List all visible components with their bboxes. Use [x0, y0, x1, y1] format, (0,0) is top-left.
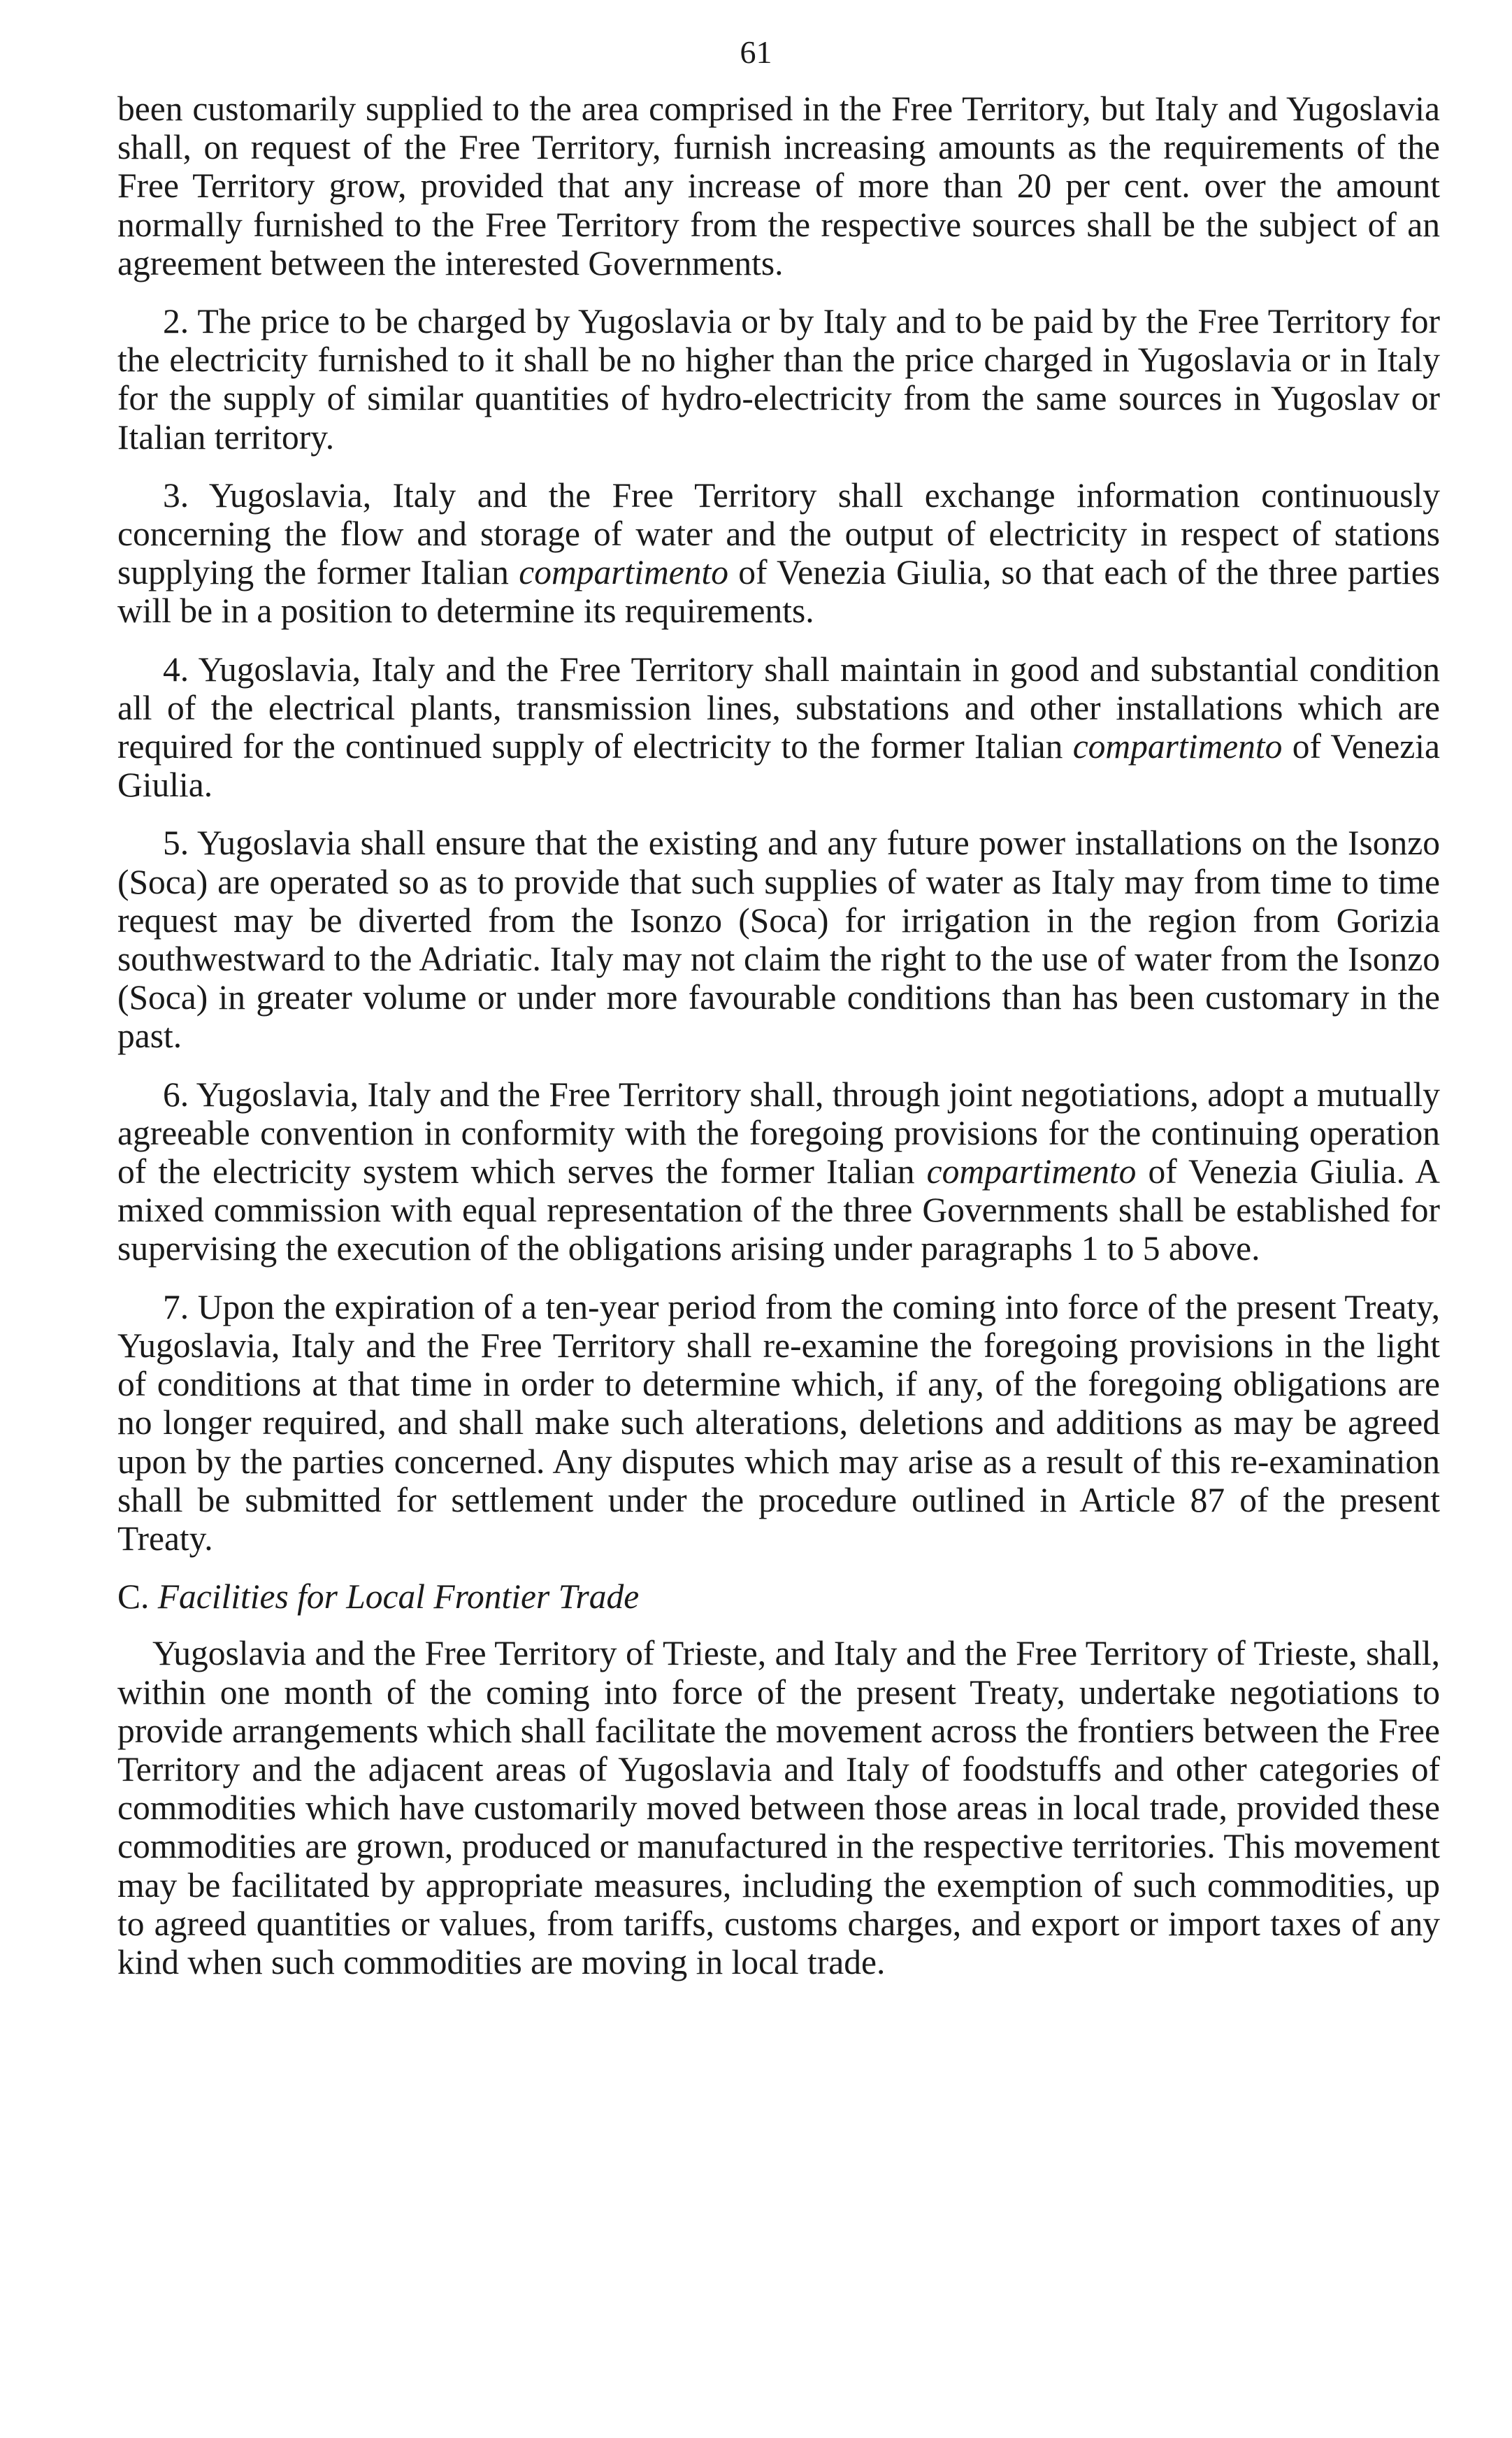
paragraph-4-text-end: of Venezia Giulia. — [117, 727, 1440, 805]
paragraph-3-italic-term: compartimento — [519, 553, 728, 592]
paragraph-continuation: been customarily supplied to the area comprised in the Free Territory, but Italy and Yugoslavia shall, on request of the Free Territory, furnish increasing amounts as the requirements of the Free Territory grow, provided that any increase of more than 20 per cent. over the amount normally furnished to the Free Territory from the respective sources shall be the subject of an agreement between the interested Governments. — [117, 89, 1440, 282]
paragraph-4-text-start: 4. Yugoslavia, Italy and the Free Territory shall maintain in good and substantial condition all of the electrical plants, transmission lines, substations and other installations which are required for the continued supply of electricity to the former Italian — [117, 650, 1440, 766]
paragraph-6-italic-term: compartimento — [926, 1152, 1137, 1191]
paragraph-6 — [117, 1075, 1440, 1268]
section-c-letter: C. — [117, 1577, 150, 1616]
section-c-body: Yugoslavia and the Free Territory of Trieste, and Italy and the Free Territory of Trieste, shall, within one month of the coming into force of the present Treaty, undertake negotiations to provide arrangements which shall facilitate the movement across the frontiers between the Free Territory and the adjacent areas of Yugoslavia and Italy of foodstuffs and other categories of commodities which have customarily moved between those areas in local trade, provided these commodities are grown, produced or manufactured in the respective territories. This movement may be facilitated by appropriate measures, including the exemption of such commodities, up to agreed quantities or values, from tariffs, customs charges, and export or import taxes of any kind when such commodities are moving in local trade. — [117, 1634, 1440, 1981]
paragraph-6-text-end: of Venezia Giulia. A mixed commission with equal representation of the three Governments shall be established for supervising the execution of the obligations arising under paragraphs 1 to 5 above. — [117, 1152, 1440, 1268]
paragraph-4-italic-term: compartimento — [1072, 727, 1283, 766]
paragraph-4 — [117, 650, 1440, 805]
section-c-heading — [117, 1577, 1440, 1616]
paragraph-2: 2. The price to be charged by Yugoslavia or by Italy and to be paid by the Free Territory for the electricity furnished to it shall be no higher than the price charged in Yugoslavia or in Italy for the supply of similar quantities of hydro-electricity from the same sources in Yugoslav or Italian territory. — [117, 302, 1440, 457]
paragraph-7: 7. Upon the expiration of a ten-year period from the coming into force of the present Treaty, Yugoslavia, Italy and the Free Territory shall re-examine the foregoing provisions in the light of conditions at that time in order to determine which, if any, of the foregoing obligations are no longer required, and shall make such alterations, deletions and additions as may be agreed upon by the parties concerned. Any disputes which may arise as a result of this re-examination shall be submitted for settlement under the procedure outlined in Article 87 of the present Treaty. — [117, 1287, 1440, 1558]
paragraph-3-text-start: 3. Yugoslavia, Italy and the Free Territory shall exchange information continuously concerning the flow and storage of water and the output of electricity in respect of stations supplying the former Italian — [117, 475, 1440, 592]
document-body — [117, 89, 1440, 2001]
section-c-title: Facilities for Local Frontier Trade — [157, 1577, 640, 1616]
paragraph-6-text-start: 6. Yugoslavia, Italy and the Free Territory shall, through joint negotiations, adopt a mutually agreeable convention in conformity with the foregoing provisions for the continuing operation of the electricity system which serves the former Italian — [117, 1075, 1440, 1191]
page-number: 61 — [740, 34, 772, 70]
paragraph-5: 5. Yugoslavia shall ensure that the existing and any future power installations on the Isonzo (Soca) are operated so as to provide that such supplies of water as Italy may from time to time request may be diverted from the Isonzo (Soca) for irrigation in the region from Gorizia southwestward to the Adriatic. Italy may not claim the right to the use of water from the Isonzo (Soca) in greater volume or under more favourable conditions than has been customary in the past. — [117, 824, 1440, 1056]
paragraph-3 — [117, 476, 1440, 631]
paragraph-3-text-end: of Venezia Giulia, so that each of the three parties will be in a position to determine its requirements. — [117, 553, 1440, 631]
